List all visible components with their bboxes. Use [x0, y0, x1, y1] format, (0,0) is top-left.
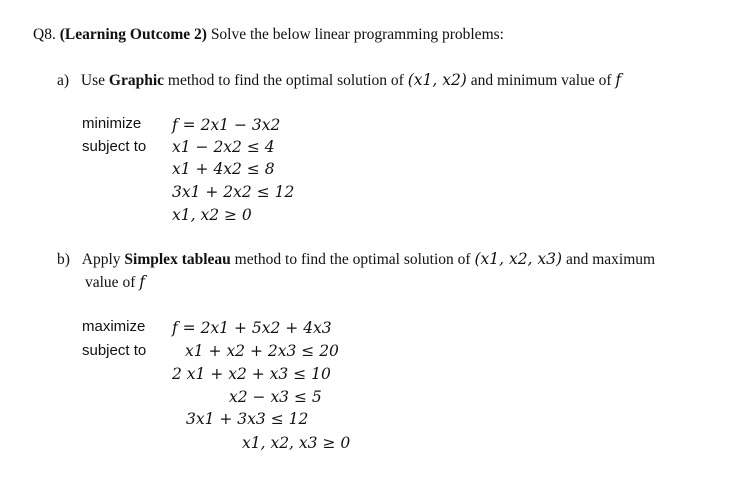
- question-heading: [33, 26, 504, 44]
- part-b-f: f: [139, 273, 145, 291]
- part-a-f: f: [615, 71, 622, 89]
- part-a-constraint-3: 3x1 + 2x2 ≤ 12: [172, 183, 295, 201]
- part-a-text-3: and minimum value of: [470, 72, 612, 89]
- part-a-method: Graphic: [108, 72, 165, 89]
- part-a-constraint-1: x1 − 2x2 ≤ 4: [172, 138, 275, 156]
- part-a-nonneg: x1, x2 ≥ 0: [172, 206, 252, 224]
- part-a-letter: a): [57, 72, 70, 89]
- part-b-text-2: method to find the optimal solution of: [234, 251, 471, 268]
- part-b-text-1: Apply: [81, 251, 121, 268]
- part-b-text-4: value of: [85, 274, 136, 291]
- part-b-constraint-2: 2 x1 + x2 + x3 ≤ 10: [172, 365, 331, 383]
- part-a-minimize-keyword: minimize: [82, 115, 142, 132]
- part-a-constraint-2: x1 + 4x2 ≤ 8: [172, 160, 275, 178]
- part-a-vars: (x1, x2): [407, 71, 467, 89]
- part-b-subject-to-keyword: subject to: [82, 342, 147, 359]
- learning-outcome: (Learning Outcome 2): [59, 26, 207, 43]
- part-a-text-1: Use: [80, 72, 106, 89]
- part-b-text-3: and maximum: [565, 251, 656, 268]
- part-b-constraint-4: 3x1 + 3x3 ≤ 12: [186, 410, 309, 428]
- part-b-constraint-3: x2 − x3 ≤ 5: [229, 388, 322, 406]
- part-b-heading: [57, 250, 655, 269]
- part-b-method: Simplex tableau: [124, 251, 231, 268]
- part-b-objective: f = 2x1 + 5x2 + 4x3: [172, 319, 332, 337]
- part-b-heading-line-2: [85, 273, 145, 292]
- part-a-objective: f = 2x1 − 3x2: [172, 116, 281, 134]
- part-b-nonneg: x1, x2, x3 ≥ 0: [242, 434, 351, 452]
- question-label: Q8.: [33, 26, 56, 43]
- part-b-maximize-keyword: maximize: [82, 318, 146, 335]
- part-a-subject-to-keyword: subject to: [82, 138, 147, 155]
- part-b-letter: b): [57, 251, 70, 268]
- question-instruction: Solve the below linear programming problems:: [210, 26, 504, 43]
- part-a-text-2: method to find the optimal solution of: [167, 72, 404, 89]
- part-a-heading: [57, 71, 621, 90]
- part-b-constraint-1: x1 + x2 + 2x3 ≤ 20: [185, 342, 339, 360]
- part-b-vars: (x1, x2, x3): [474, 250, 563, 268]
